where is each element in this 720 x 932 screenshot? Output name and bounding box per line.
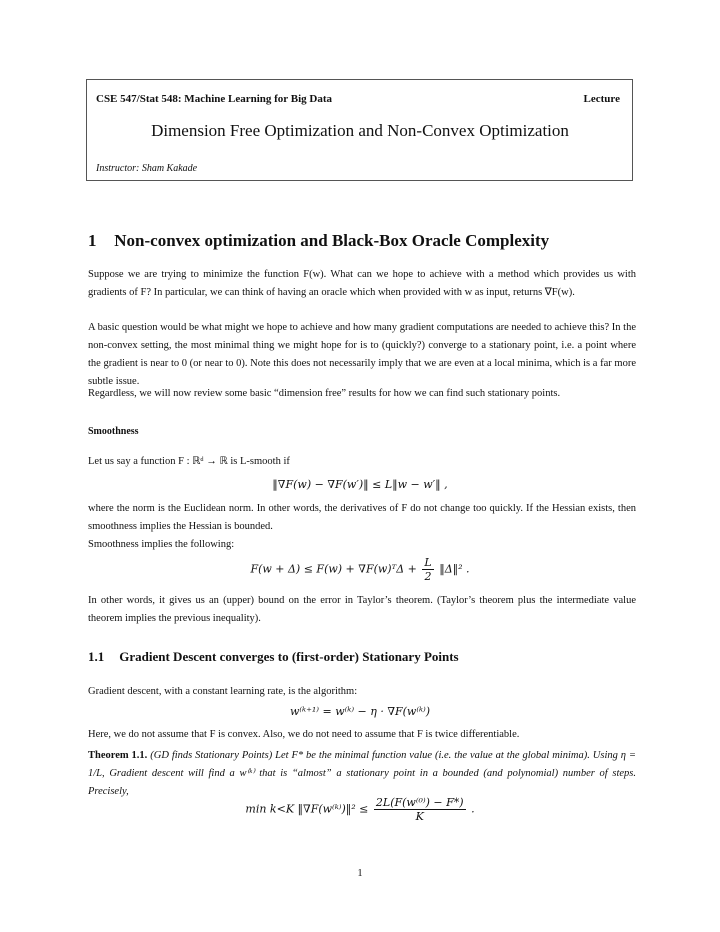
subsection-1-1-heading — [88, 649, 459, 665]
paragraph-2: A basic question would be what might we hope to achieve and how many gradient computations are needed to achieve this? In the non-convex setting, the most minimal thing we might hope for is to (quickly?) converge to a stationary point, i.e. a point where the gradient is near to 0 (or near to 0). Note this does not necessarily imply that we are even at a local minima, which is a far more subtle issue. — [88, 322, 636, 387]
equation-theorem — [0, 796, 720, 823]
instructor: Instructor: Sham Kakade — [96, 163, 198, 174]
page-number: 1 — [357, 868, 363, 879]
equation-gd: w⁽ᵏ⁺¹⁾ = w⁽ᵏ⁾ − η · ∇F(w⁽ᵏ⁾) — [289, 705, 431, 718]
paragraph-3: Regardless, we will now review some basic “dimension free” results for how we can find such stationary points. — [88, 388, 561, 399]
theorem-eq-fraction — [374, 796, 466, 823]
smoothness-heading: Smoothness — [88, 426, 139, 437]
paragraph-8: Gradient descent, with a constant learning rate, is the algorithm: — [88, 686, 358, 697]
theorem-eq-denominator: K — [415, 810, 424, 823]
subsection-number: 1.1 — [88, 649, 105, 664]
paragraph-6: Smoothness implies the following: — [88, 539, 235, 550]
theorem-eq-left: min k<K ‖∇F(w⁽ᵏ⁾)‖² ≤ — [245, 802, 369, 816]
theorem-eq-right: . — [471, 802, 475, 816]
theorem-body: (GD finds Stationary Points) Let F* be the minimal function value (i.e. the value at the global minima). Using η = 1/L, Gradient descent will find a w⁽ᵏ⁾ that is “almost” a stationary point in a bounded (and polynomial) number of steps. Precisely, — [88, 750, 637, 797]
equation-taylor — [0, 556, 720, 583]
lecture-title: Dimension Free Optimization and Non-Convex Optimization — [151, 121, 569, 140]
theorem-1-1 — [88, 747, 636, 801]
subsection-title: Gradient Descent converges to (first-order) Stationary Points — [119, 649, 459, 664]
taylor-right: ‖Δ‖² . — [439, 562, 470, 576]
paragraph-1: Suppose we are trying to minimize the function F(w). What can we hope to achieve with a method which provides us with gradients of F? In particular, we can think of having an oracle which when provided with w as input, returns ∇F(w). — [88, 269, 636, 298]
course-title: CSE 547/Stat 548: Machine Learning for Big Data — [96, 93, 332, 105]
section-title: Non-convex optimization and Black-Box Oracle Complexity — [114, 231, 550, 250]
lecture-label: Lecture — [583, 93, 620, 105]
taylor-denominator: 2 — [424, 570, 432, 583]
section-number: 1 — [88, 231, 97, 250]
taylor-numerator: L — [424, 556, 432, 569]
taylor-left: F(w + Δ) ≤ F(w) + ∇F(w)ᵀΔ + — [250, 562, 417, 576]
equation-smoothness: ‖∇F(w) − ∇F(w′)‖ ≤ L‖w − w′‖ , — [272, 478, 448, 491]
paragraph-5: where the norm is the Euclidean norm. In other words, the derivatives of F do not change too quickly. If the Hessian exists, then smoothness implies the Hessian is bounded. — [88, 503, 636, 532]
paragraph-9: Here, we do not assume that F is convex. Also, we do not need to assume that F is twice differentiable. — [88, 729, 520, 740]
theorem-label: Theorem 1.1. — [88, 750, 148, 761]
paragraph-4: Let us say a function F : ℝᵈ → ℝ is L-smooth if — [88, 456, 290, 467]
paragraph-7: In other words, it gives us an (upper) bound on the error in Taylor’s theorem. (Taylor’s theorem plus the intermediate value theorem implies the previous inequality). — [88, 595, 636, 624]
theorem-eq-numerator: 2L(F(w⁽⁰⁾) − F*) — [375, 796, 464, 809]
section-1-heading — [88, 231, 549, 251]
taylor-fraction — [422, 556, 433, 583]
